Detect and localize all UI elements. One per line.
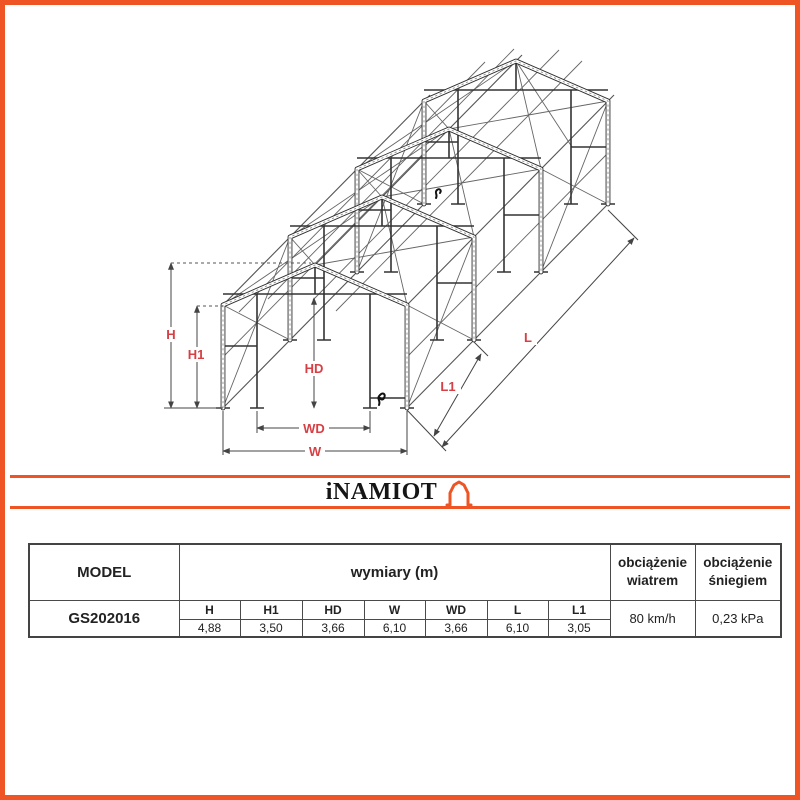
structure-wireframe-svg [5, 5, 795, 470]
dim-header-wd: WD [425, 600, 487, 619]
label-L1 [436, 379, 461, 394]
longitudinal-members [223, 49, 614, 408]
value-hd: 3,66 [302, 619, 364, 637]
cross-bracing [223, 61, 608, 408]
col-header-dimensions: wymiary (m) [179, 544, 610, 600]
dim-header-l1: L1 [548, 600, 610, 619]
svg-text:H1: H1 [187, 347, 205, 362]
svg-text:W: W [308, 444, 322, 459]
dimension-labels [162, 327, 537, 459]
col-header-model: MODEL [29, 544, 179, 600]
svg-text:HD: HD [304, 361, 324, 376]
label-W [305, 444, 325, 459]
frame-1 [216, 265, 414, 408]
spec-table [28, 543, 782, 638]
svg-text:L: L [524, 330, 532, 345]
svg-text:WD: WD [303, 421, 325, 436]
label-HD [300, 361, 328, 376]
value-wd: 3,66 [425, 619, 487, 637]
svg-text:L1: L1 [440, 379, 456, 394]
dimension-lines [164, 210, 638, 455]
snow-value-cell: 0,23 kPa [695, 600, 781, 637]
svg-text:H: H [166, 327, 176, 342]
col-header-snow: obciążenie śniegiem [695, 544, 781, 600]
label-H [162, 327, 180, 342]
dim-header-hd: HD [302, 600, 364, 619]
value-h: 4,88 [179, 619, 240, 637]
logo-band [10, 475, 790, 509]
label-L [520, 330, 537, 345]
wind-value-cell: 80 km/h [610, 600, 695, 637]
value-l: 6,10 [487, 619, 548, 637]
dim-header-h1: H1 [240, 600, 302, 619]
label-WD [299, 421, 329, 436]
model-cell: GS202016 [29, 600, 179, 637]
value-w: 6,10 [364, 619, 425, 637]
value-l1: 3,05 [548, 619, 610, 637]
col-header-wind: obciążenie wiatrem [610, 544, 695, 600]
dim-header-l: L [487, 600, 548, 619]
dim-header-h: H [179, 600, 240, 619]
dim-header-w: W [364, 600, 425, 619]
tent-logo-icon [444, 479, 474, 506]
value-h1: 3,50 [240, 619, 302, 637]
label-H1 [183, 347, 209, 362]
logo-text: iNAMIOT [325, 479, 438, 505]
